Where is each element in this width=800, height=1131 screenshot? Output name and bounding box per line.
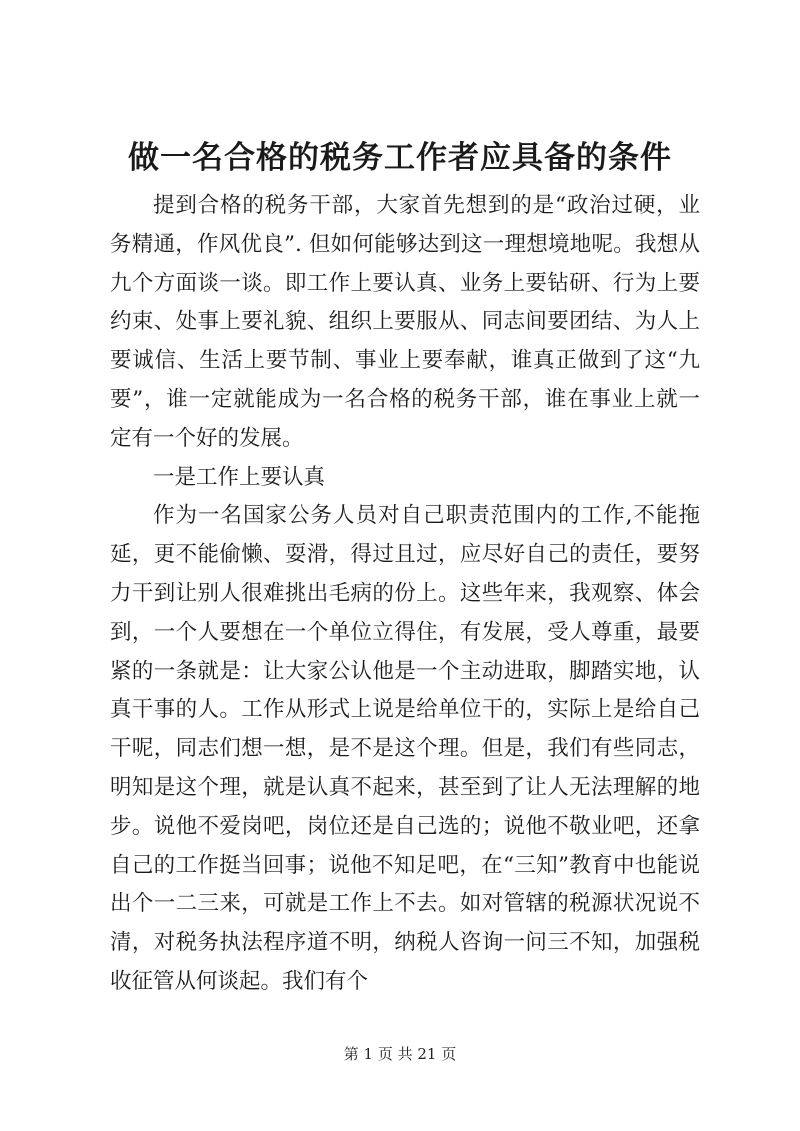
page-number-footer: 第 1 页 共 21 页 (343, 1045, 457, 1063)
paragraph-intro: 提到合格的税务干部，大家首先想到的是“政治过硬，业务精通，作风优良”. 但如何能够达到这一理想境地呢。我想从九个方面谈一谈。即工作上要认真、业务上要钻研、行为上要约束、处事上要礼貌、组织上要服从、同志间要团结、为人上要诚信、生活上要节制、事业上要奉献，谁真正做到了这“九要”，谁一定就能成为一名合格的税务干部，谁在事业上就一定有一个好的发展。 (110, 193, 700, 451)
document-body (110, 187, 700, 1002)
paragraph-section-1: 作为一名国家公务人员对自己职责范围内的工作,不能拖延，更不能偷懒、耍滑，得过且过，应尽好自己的责任，要努力干到让别人很难挑出毛病的份上。这些年来，我观察、体会到，一个人要想在一个单位立得住，有发展，受人尊重，最要紧的一条就是：让大家公认他是一个主动进取，脚踏实地，认真干事的人。工作从形式上说是给单位干的，实际上是给自己干呢，同志们想一想，是不是这个理。但是，我们有些同志，明知是这个理，就是认真不起来，甚至到了让人无法理解的地步。说他不爱岗吧，岗位还是自己选的；说他不敬业吧，还拿自己的工作挺当回事；说他不知足吧，在“三知”教育中也能说出个一二三来，可就是工作上不去。如对管辖的税源状况说不清，对税务执法程序道不明，纳税人咨询一问三不知，加强税收征管从何谈起。我们有个 (110, 503, 700, 994)
section-heading-1: 一是工作上要认真 (153, 464, 326, 490)
document-title: 做一名合格的税务工作者应具备的条件 (128, 140, 672, 176)
